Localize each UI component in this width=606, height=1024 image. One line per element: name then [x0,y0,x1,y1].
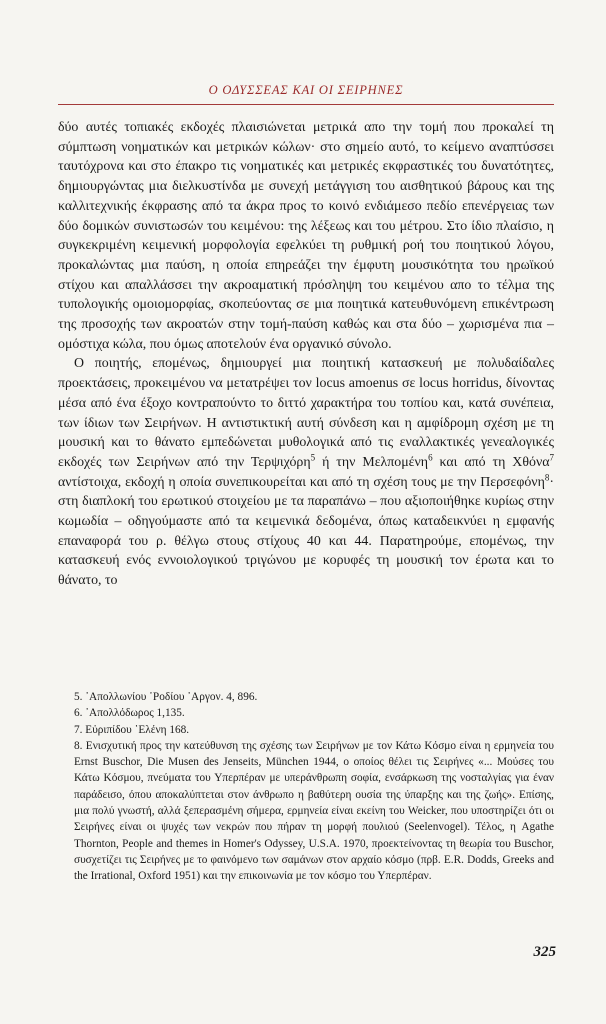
paragraph-2 [58,354,554,590]
paragraph-text: · στη διαπλοκή του ερωτικού στοιχείου με τα παραπάνω – που αξιοποιήθηκε κυρίως στην κωμωδία – οδηγούμαστε από τα κειμενικά δεδομένα, όπως καταδεικνύει η εμφανής επαναφορά του ρ. θέλγω στους στίχους 40 και 44. Παρατηρούμε, επομένως, την κατασκευή ενός εννοιολογικού τριγώνου με κορυφές τη μουσική τον έρωτα και το θάνατο, το [58,474,554,589]
paragraph-text: και από τη Χθόνα [432,454,550,470]
footnote-ref: 8 [544,472,550,483]
body-text [58,118,554,591]
footnote-ref: 5 [310,452,316,463]
running-head: Ο ΟΔΥΣΣΕΑΣ ΚΑΙ ΟΙ ΣΕΙΡΗΝΕΣ [208,83,404,97]
page-number: 325 [533,944,556,960]
footnote-5: 5. ᾿Απολλωνίου ῾Ροδίου ᾿Αργον. 4, 896. [74,691,258,703]
footnote-7: 7. Εὐριπίδου ῾Ελένη 168. [74,723,190,736]
header-rule [58,104,554,105]
paragraph-text: Ο ποιητής, επομένως, δημιουργεί μια ποιητική κατασκευή με πολυδαίδαλες προεκτάσεις, προκειμένου να μετατρέψει τον locus amoenus σε locus horridus, δίνοντας μέσα από ένα έξοχο κοντραπούντο το διττό χαρακτήρα του τοπίου και, κατά συνέπεια, των ίδιων των Σειρήνων. Η αντιστικτική αυτή σύνδεση και η αμφίδρομη σχέση με τη μουσική και το θάνατο εμπεδώνεται μυθολογικά από τις εναλλακτικές γενεαλογικές εκδοχές των Σειρήνων από την Τερψιχόρη [58,356,554,470]
footnote-ref: 6 [428,452,433,463]
paragraph-1 [58,118,554,354]
paragraph-text: δύο αυτές τοπιακές εκδοχές πλαισιώνεται μετρικά απο την τομή που προκαλεί τη σύμπτωση νοηματικών και μετρικών κώλων· στο σημείο αυτό, το κείμενο αναπτύσσει ταυτόχρονα και στο έπακρο τις νοηματικές και μετρικές εκφραστικές του δυνατότητες, δημιουργώντας μια διελκυστίνδα με συνεχή μετάγγιση του αισθητικού βάρους και της καλλιτεχνικής έκφρασης από τα άκρα προς το κοινό ενδιάμεσο πεδίο επενέργειας των δύο δομικών συνιστωσών του κειμένου: της λέξεως και του μέτρου. Στο ίδιο πλαίσιο, η συγκεκριμένη κειμενική μορφολογία εφελκύει τη ρυθμική ροή του ποιητικού λόγου, προκαλώντας μια παύση, η οποία επηρεάζει την έμφυτη μουσικότητα του ηρωϊκού στίχου και απαλλάσσει την ακροαματική πρόσληψη του κειμένου απο το τέλμα της τυπολογικής ομοιομορφίας, σκοπεύοντας σε μια ποιητικά κατευθυνόμενη επικέντρωση της προσοχής των ακροατών στην τομή-παύση καθώς και στα δύο – χωρισμένα πια – ομόστιχα κώλα, που όμως αποτελούν ένα οργανικό σύνολο. [58,120,554,352]
footnote-6: 6. ᾿Απολλόδωρος 1,135. [74,707,185,720]
footnote-8: 8. Ενισχυτική προς την κατεύθυνση της σχέσης των Σειρήνων με τον Κάτω Κόσμο είναι η ερμηνεία του Ernst Buschor, Die Musen des Jenseits, München 1944, ο οποίος θέλει τις Σειρήνες «... Μούσες του Κάτω Κόσμου, πνεύματα του Υπερπέραν με υπεράνθρωπη σοφία, ενσάρκωση της νοσταλγίας για έναν παράδεισο, όπου αποκαλύπτεται στον άνθρωπο η βαθύτερη ουσία της ύπαρξης και της ζωής». Επίσης, μια πολύ γνωστή, αλλά ξεπερασμένη σήμερα, ερμηνεία είναι εκείνη του Weicker, που υποστηρίζει ότι οι Σειρήνες είναι οι ψυχές των νεκρών που πήραν τη μορφή πουλιού (Seelenvogel). Τέλος, η Agathe Thornton, People and themes in Homer's Odyssey, U.S.A. 1970, προεκτείνοντας τη θεωρία του Buschor, συσχετίζει τις Σειρήνες με το φαινόμενο των σαμάνων στον αρχαίο κόσμο (πρβ. E.R. Dodds, Greeks and the Irrational, Oxford 1951) και την επικοινωνία με τον κόσμο του Υπερπέραν. [74,739,554,883]
paragraph-text: αντίστοιχα, εκδοχή η οποία συνεπικουρείται και από τη σχέση τους με την Περσεφόνη [58,474,545,490]
paragraph-text: ή την Μελπομένη [315,454,429,470]
footnote-ref: 7 [549,452,554,463]
footnotes [58,689,554,885]
